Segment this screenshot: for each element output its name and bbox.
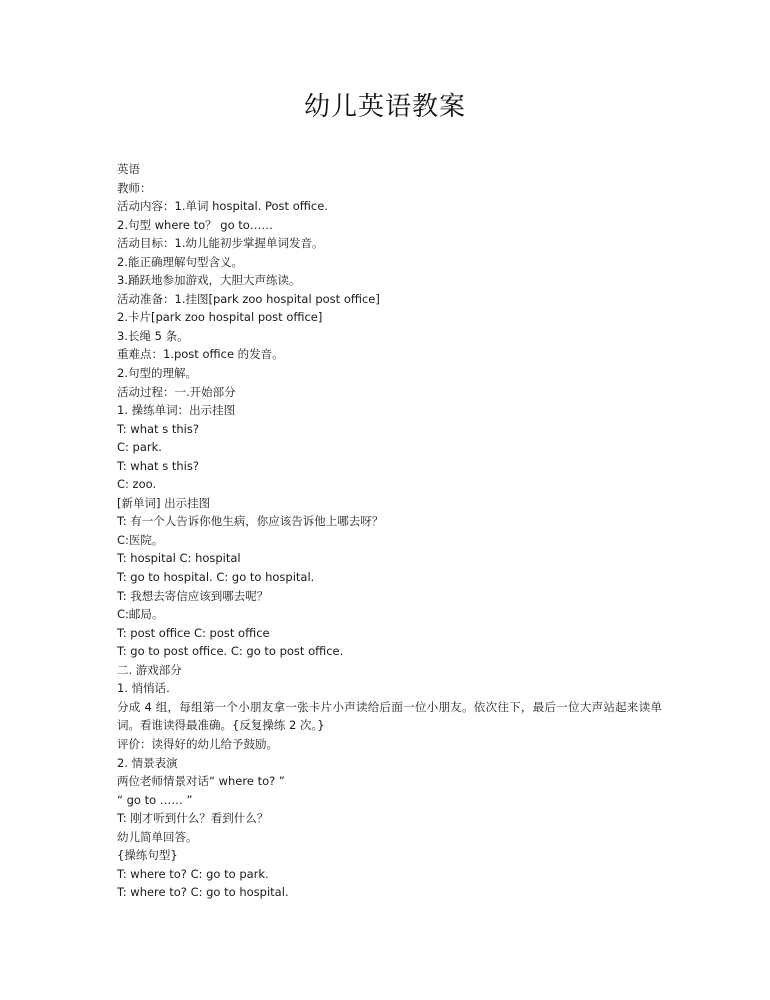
dialogue-line: T: post office C: post office (117, 625, 270, 640)
key-point-line: 2.句型的理解。 (117, 366, 197, 381)
dialogue-line: C:医院。 (117, 532, 164, 547)
key-point-line: 重难点：1.post office 的发音。 (117, 347, 284, 362)
game-heading: 二. 游戏部分 (117, 662, 182, 677)
dialogue-line: T: where to? C: go to hospital. (117, 885, 289, 900)
text-line: [新单词] 出示挂图 (117, 495, 211, 510)
process-heading: 活动过程：一.开始部分 (117, 384, 236, 399)
dialogue-line: T: what s this? (117, 421, 199, 436)
dialogue-line: T: 有一个人告诉你他生病，你应该告诉他上哪去呀？ (117, 514, 384, 529)
text-line: 两位老师情景对话“ where to? ” (117, 774, 285, 789)
dialogue-line: T: where to? C: go to park. (117, 866, 269, 881)
text-line: {操练句型} (117, 848, 178, 863)
dialogue-line: C: zoo. (117, 477, 157, 492)
paragraph: 分成 4 组，每组第一个小朋友拿一张卡片小声读给后面一位小朋友。依次往下，最后一位大声站起来读单词。看谁读得最准确。{反复操练 2 次。} (117, 699, 662, 733)
goal-line: 3.踊跃地参加游戏，大胆大声练读。 (117, 273, 301, 288)
text-line: 2. 情景表演 (117, 755, 178, 770)
subject-line: 英语 (117, 162, 140, 176)
preparation-line: 3.长绳 5 条。 (117, 328, 189, 343)
goal-line: 活动目标：1.幼儿能初步掌握单词发音。 (117, 236, 324, 251)
text-line: 1. 操练单词：出示挂图 (117, 403, 236, 418)
dialogue-line: T: hospital C: hospital (117, 551, 241, 566)
content-line: 2.句型 where to？ go to…… (117, 217, 273, 232)
text-line: 1. 悄悄话. (117, 681, 170, 696)
preparation-line: 活动准备：1.挂图[park zoo hospital post office] (117, 291, 380, 306)
dialogue-line: C: park. (117, 440, 162, 455)
dialogue-line: T: go to hospital. C: go to hospital. (117, 570, 315, 585)
goal-line: 2.能正确理解句型含义。 (117, 254, 243, 269)
teacher-line: 教师： (117, 180, 152, 195)
content-line: 活动内容：1.单词 hospital. Post office. (117, 199, 328, 214)
document-body (117, 160, 662, 902)
dialogue-line: C:邮局。 (117, 607, 164, 622)
document-title: 幼儿英语教案 (303, 92, 466, 122)
dialogue-line: T: go to post office. C: go to post office. (117, 644, 344, 659)
text-line: 评价：读得好的幼儿给予鼓励。 (117, 736, 278, 751)
dialogue-line: T: 刚才听到什么？看到什么？ (117, 811, 269, 826)
dialogue-line: T: 我想去寄信应该到哪去呢？ (117, 588, 269, 603)
preparation-line: 2.卡片[park zoo hospital post office] (117, 310, 323, 325)
dialogue-line: T: what s this? (117, 458, 199, 473)
text-line: 幼儿简单回答。 (117, 829, 198, 844)
text-line: “ go to …… ” (117, 792, 193, 807)
